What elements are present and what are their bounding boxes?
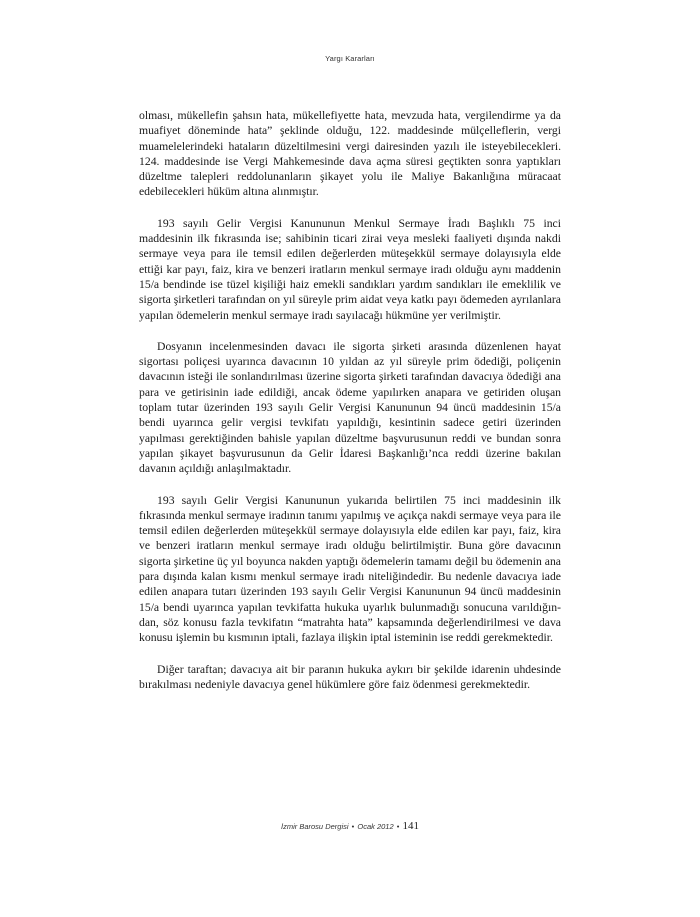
footer-separator-2: • <box>396 822 400 831</box>
page-number: 141 <box>402 820 419 832</box>
running-header: Yargı Kararları <box>325 54 375 63</box>
issue-date: Ocak 2012 <box>357 822 394 831</box>
journal-name: İzmir Barosu Dergisi <box>281 822 349 831</box>
paragraph-3: Dosyanın incelenmesinden davacı ile sigorta şirketi arasında düzenlenen hayat sigortası poliçesi uyarınca davacının 10 yıldan az yıl süreyle prim ödediği, poliçenin davacının isteği ile sonlandırılması üzerine sigorta şirketi tarafından davacıya ödediği ana para ve getirisinin iade edildiği, ancak ödeme yapılırken anapara ve getiriden oluşan toplam tutar üzerinden 193 sayılı Gelir Vergisi Kanununun 94 üncü maddesinin 15/a bendi uyarınca gelir vergisi tevkifatı yapıldığı, kesintinin sadece getiri üzerinden yapılması gerektiğinden bahisle yapılan düzeltme başvurusunun reddi ve bundan sonra yapılan şikayet başvurusunun da Gelir İdaresi Başkanlığı’nca reddi üzerine bakılan davanın açıldığı anlaşılmaktadır. <box>139 339 561 476</box>
paragraph-1: olması, mükellefin şahsın hata, mükellefiyette hata, mevzuda hata, vergilendirme ya da muafiyet döneminde hata” şeklinde olduğu, 122. maddesinde mülçelleflerin, vergi muamelelerindeki hataların düzeltilmesini vergi dairesinden yazılı ile isteyebilecekleri. 124. maddesinde ise Vergi Mahkemesinde dava açma süresi geçtikten sonra yaptıkları düzeltme talepleri reddolunanların şikayet yolu ile Maliye Bakanlığına müracaat edebilecekleri hüküm altına alınmıştır. <box>139 109 561 199</box>
paragraph-2: 193 sayılı Gelir Vergisi Kanununun Menkul Sermaye İradı Başlıklı 75 inci maddesinin ilk fıkrasında ise; sahibinin ticari zirai veya mesleki faaliyeti dışında nakdi sermaye veya para ile temsil edilen değerlerden müteşekkül sermaye dolayısıyla elde ettiği kar payı, faiz, kira ve benzeri iratların menkul sermaye iradı olduğu aynı maddenin 15/a bendinde ise tüzel kişiliği haiz emekli sandıkları yardım sandıkları ile emeklilik ve sigorta şirketleri tarafından on yıl süreyle prim aidat veya katkı payı ödemeden ayrılanlara yapılan ödemelerin menkul sermaye iradı sayılacağı hükmüne yer verilmiştir. <box>139 216 561 322</box>
paragraph-4: 193 sayılı Gelir Vergisi Kanununun yukarıda belirtilen 75 inci maddesinin ilk fıkrasında menkul sermaye iradının tanımı yapılmış ve açıkça nakdi sermaye veya para ile temsil edilen değerlerden müteşekkül sermaye dolayısıyla elde edilen kar payı, faiz, kira ve benzeri iratların menkul sermaye iradı olduğu belirtilmiştir. Buna göre davacının sigorta şirketine üç yıl boyunca nakden yaptığı ödemelerin tamamı değil bu ödemenin ana para dışında kalan kısmı menkul sermaye iradı niteliğindedir. Bu nedenle davacıya iade edilen anapara tutarı üzerinden 193 sayılı Gelir Vergisi Kanununun 94 üncü maddesinin 15/a bendi uyarınca yapılan tevkifatta hukuka uyarlık bulunmadığı sonucuna varıldığından, söz konusu fazla tevkifatın “matrahta hata” kapsamında değerlendirilmesi ve dava konusu işlemin bu kısmının iptali, fazlaya ilişkin iptal isteminin ise reddi gerekmektedir. <box>139 493 561 645</box>
paragraph-5: Diğer taraftan; davacıya ait bir paranın hukuka aykırı bir şekilde idarenin uhdesinde bırakılması nedeniyle davacıya genel hükümlere göre faiz ödenmesi gerekmektedir. <box>139 662 561 691</box>
page-footer <box>0 820 700 832</box>
body-text <box>139 108 561 708</box>
footer-separator: • <box>351 822 355 831</box>
